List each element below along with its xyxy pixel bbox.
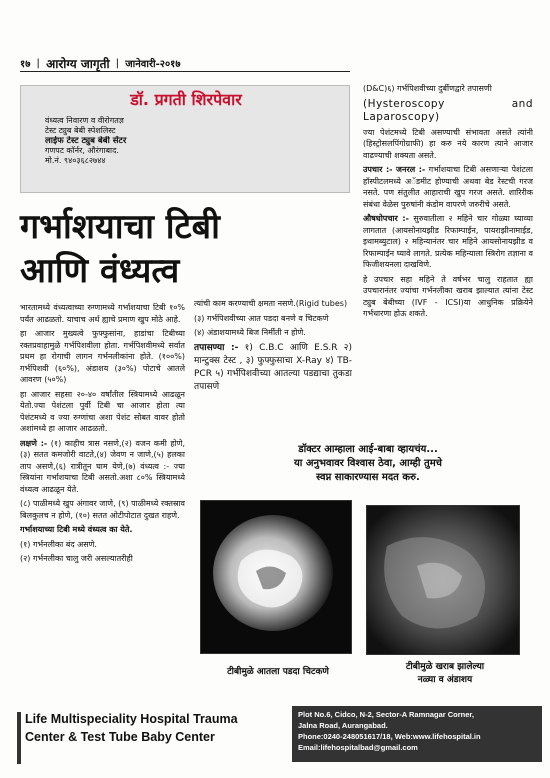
paragraph: लक्षणे :- (१) काहीच त्रास नसणे,(२) वजन कमी होणे, (३) सतत कमजोरी वाटते,(४) जेवण न जाणे,(५) हलका ताप असणे,(६) रात्रीतून घाम येणे,(७) वंध्यत्व :- ज्या स्त्रियांना गर्भाशयाचा टिबी असतो.अशा ८०% स्त्रियामध्ये वंध्यत्व आढळून येते. — [20, 438, 185, 494]
author-line: टेस्ट ट्युब बेबी स्पेशलिस्ट — [45, 126, 116, 135]
paragraph: (Hysteroscopy and Laparoscopy) — [363, 97, 533, 123]
title-line: आणि वंध्यत्व — [20, 251, 180, 291]
list-item: (२) गर्भनलीका चालु जरी असल्यातरीही — [20, 554, 133, 563]
author-line: वंध्यत्व निवारण व वीरोगतज्ञ — [45, 116, 124, 125]
section-heading: तपासण्या :- — [194, 342, 239, 353]
author-name: डॉ. प्रगती शिरपेवार — [130, 90, 242, 109]
paragraph: त्यांची काम करण्याची क्षमता नसणे.(Rigid tubes) — [194, 299, 348, 308]
photo1-caption: टीबीमुळे आतला पडदा चिटकणे — [227, 667, 329, 677]
paragraph: हे उपचार सहा महिने ते वर्षभर चालु राहतात ह्या उपचारानंतर ज्यांचा गर्भनलीका खराब झाल्यात त्यांना टेस्ट ट्युब बेबीच्या (IVF - ICSI)या आधुनिक प्रक्रियेने गर्भधारणा होऊ शकते. — [363, 274, 533, 318]
page-footer — [0, 700, 550, 778]
banner-line: डॉक्टर आम्हाला आई-बाबा व्हायचंय... — [298, 444, 438, 455]
laparoscopy-photo — [366, 505, 520, 655]
section-heading: लक्षणे :- — [20, 438, 48, 448]
author-line: गणपट कॉर्नर, औरंगाबाद. — [45, 146, 119, 155]
column-3 — [363, 83, 533, 473]
section-heading: गर्भाशयाच्या टिबी मध्ये वंध्यत्व का येते. — [20, 525, 133, 534]
quote-banner — [198, 443, 538, 485]
author-line: मो.नं. ९४०३६८२७४४ — [45, 156, 106, 165]
email: Email:lifehospitalbad@gmail.com — [298, 743, 418, 752]
hospital-name: Life Multispeciality Hospital Trauma Center & Test Tube Baby Center — [25, 712, 238, 744]
page-number: १७ — [20, 59, 31, 70]
article-title — [20, 205, 350, 293]
paragraph: हा आजार सहसा २०-४० वर्षांतील स्त्रियामध्ये आढळून येतो.ज्या पेशंटला पुर्वी टिबी चा आजार होता त्या पेशंटमध्ये व ज्या रुग्णांचा अशा पेशंट सोबत वावर होतो अशांमध्ये हा आजार आढळतो. — [20, 389, 185, 433]
issue-date: जानेवारी-२०१७ — [125, 59, 181, 70]
hysteroscopy-photo — [200, 500, 352, 654]
paragraph: (८) पाळीमध्ये खुप अंगावर जाणे, (९) पाळीमध्ये रक्तस्राव बिलकुलच न होणे, (१०) सतत ओटीपोटात दुखत राहणे. — [20, 499, 185, 520]
banner-line: या अनुभवावर विश्वास ठेवा, आम्ही तुमचे — [293, 458, 443, 469]
address-line: Jalna Road, Aurangabad. — [298, 721, 388, 730]
banner-line: स्वप्न साकारण्यास मदत करु. — [316, 472, 420, 483]
column-1 — [20, 302, 185, 722]
section-heading: औषधोपचार :- — [363, 214, 409, 223]
paragraph: हा आजार मुख्यत्वे फुफ्फुसांना, हाडांचा टिबीच्या रक्तप्रवाहामुळे गर्भपिशवीला होता. गर्भपिशवीमध्ये सर्वात प्रथम हा रोगाची लागन गर्भनलीकांना होते. (१००%) गर्भपिशवी (६०%), अंडाशय (३०%) पोटाचे आतले आवरण (५०%) — [20, 329, 185, 384]
list-item: (१) गर्भनलीका बंद असणे. — [20, 539, 97, 549]
photo-image — [201, 501, 351, 653]
paragraph: औषधोपचार :- सुरुवातीला २ महिने चार गोळ्या घ्याव्या लागतात (आयसोनायझीड रिफाम्पाईन, पायराझीनामाईड, इथामब्युटाल) २ महिन्यानंतर चार महिने आयसोनायझीड व रिफाम्पाईन घ्यावे लागते. प्रत्येक महिन्याला स्त्रिरोग तज्ञाना व फिजीशयनला दाखविणे. — [363, 214, 533, 269]
paragraph: (४) अंडाशयामध्ये बिज निर्मीती न होणे. — [194, 328, 306, 337]
section-heading: उपचार :- जनरल :- — [363, 165, 426, 174]
photo-image — [367, 506, 519, 654]
contact-box — [292, 706, 542, 762]
page-header: १७ | आरोग्य जागृती | जानेवारी-२०१७ — [20, 55, 350, 72]
author-line: लाईफ टेस्ट ट्युब बेबी सेंटर — [45, 136, 127, 146]
paragraph: उपचार :- जनरल :- गर्भाशयाचा टिबी असणाऱ्या पेशंटला हॉस्पीटलमध्ये अॅडमीट होण्याची अथवा बेड रेस्टची गरज नसते. पण संतुलीत आहाराची खुप गरज असते. शारिरीक संबंधा वेळेस पुरुषांनी कंडोम वापरणे जरुरीचे असते. — [363, 165, 533, 209]
photo2-caption: टीबीमुळे खराब झालेल्या नळ्या व अंडाशय — [405, 662, 485, 685]
phone-web: Phone:0240-248051617/18, Web:www.lifehospital.in — [298, 732, 481, 741]
author-box — [20, 85, 350, 193]
paragraph: (D&C)६) गर्भपिशवीच्या दुर्बीणद्वारे तपासणी — [363, 84, 492, 93]
address-line: Plot No.6, Cidco, N-2, Sector-A Ramnagar Corner, — [298, 710, 475, 719]
column-2 — [194, 298, 352, 434]
paragraph: तपासण्या :- १) C.B.C आणि E.S.R २) मान्टुक्स टेस्ट , ३) फुफ्फुसाचा X-Ray ४) TB-PCR ५) गर्भपिशवीच्या आतल्या पडद्याचा तुकडा तपासणे — [194, 342, 352, 392]
paragraph: भारतामध्ये वंध्यत्वाच्या रुग्णामध्ये गर्भाशयाचा टिबी १०% पर्यंत आढळतो. याचाच अर्थ ह्याचे प्रमाण खुप मोठे आहे. — [20, 303, 185, 324]
title-line: गर्भाशयाचा टिबी — [20, 207, 220, 247]
paragraph: ज्या पेशंटमध्ये टिबी असण्याची संभावता असते त्यांनी (हिस्ट्रोसलपिंगोग्राफी) हा करु नये कारण त्याने आजार वाढण्याची शक्यता असते. — [363, 127, 533, 160]
magazine-name: आरोग्य जागृती — [46, 56, 110, 71]
author-details — [45, 116, 345, 166]
paragraph: (३) गर्भपिशवीच्या आत पडदा बनणे व चिटकणे — [194, 313, 329, 323]
